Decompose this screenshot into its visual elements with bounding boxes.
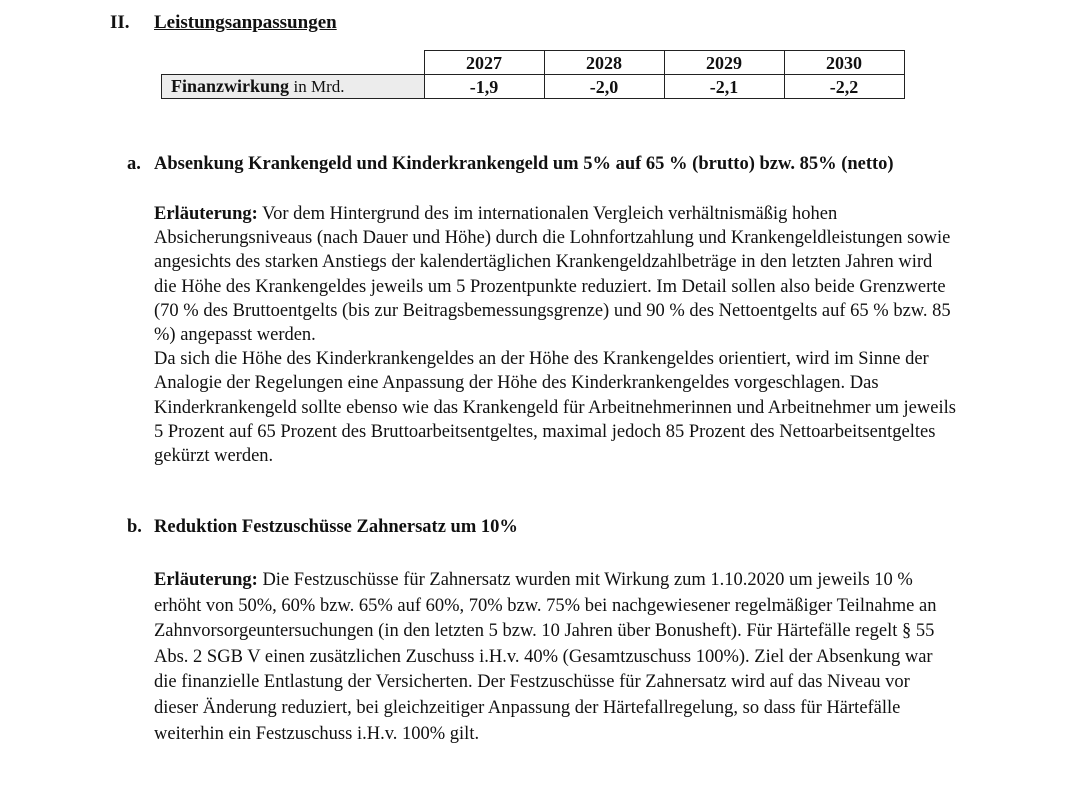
table-value-2027: -1,9 bbox=[424, 75, 544, 99]
subsection-b-title: Reduktion Festzuschüsse Zahnersatz um 10% bbox=[154, 517, 518, 537]
table-row bbox=[162, 75, 905, 99]
paragraph-text: Vor dem Hintergrund des im internationalen Vergleich verhältnismäßig hohen Absicherungsniveaus (nach Dauer und Höhe) durch die Lohnfortzahlung und Krankengeldleistungen sowie angesichts des starken Anstiegs der kalendertäglichen Krankengeldzahlbeträge in den letzten Jahren wird die Höhe des Krankengeldes jeweils um 5 Prozentpunkte reduziert. Im Detail sollen also beide Grenzwerte (70 % des Bruttoentgelts (bis zur Beitragsbemessungsgrenze) und 90 % des Nettoentgelts auf 65 % bzw. 85 %) angepasst werden. bbox=[154, 204, 951, 346]
subsection-a-paragraph-2: Da sich die Höhe des Kinderkrankengeldes an der Höhe des Krankengeldes orientiert, wird im Sinne der Analogie der Regelungen eine Anpassung der Höhe des Kinderkrankengeldes vorgeschlagen. Das Kinderkrankengeld sollte ebenso wie das Krankengeld für Arbeitnehmerinnen und Arbeitnehmer um jeweils 5 Prozent auf 65 Prozent des Bruttoarbeitsentgeltes, maximal jedoch 85 Prozent des Nettoarbeitsentgeltes gekürzt werden. bbox=[154, 349, 956, 467]
row-label-text: Finanzwirkung bbox=[171, 76, 290, 96]
table-value-2030: -2,2 bbox=[784, 75, 904, 99]
table-corner-cell bbox=[162, 51, 425, 75]
table-row-label bbox=[162, 75, 425, 99]
subsection-a-heading bbox=[127, 152, 957, 176]
subsection-a-body bbox=[154, 202, 957, 468]
table-year-2028: 2028 bbox=[544, 51, 664, 75]
subsection-b-heading bbox=[127, 515, 957, 539]
subsection-a bbox=[127, 152, 957, 468]
subsection-a-paragraph-1 bbox=[154, 202, 957, 347]
table-year-2030: 2030 bbox=[784, 51, 904, 75]
subsection-a-title: Absenkung Krankengeld und Kinderkrankengeld um 5% auf 65 % (brutto) bzw. 85% (netto) bbox=[154, 154, 894, 174]
subsection-b-body bbox=[154, 568, 957, 747]
table-value-2028: -2,0 bbox=[544, 75, 664, 99]
section-heading bbox=[110, 11, 337, 35]
paragraph-text: Die Festzuschüsse für Zahnersatz wurden mit Wirkung zum 1.10.2020 um jeweils 10 % erhöht von 50%, 60% bzw. 65% auf 60%, 70% bzw. 75% bei nachgewiesener regelmäßiger Teilnahme an Zahnvorsorgeuntersuchungen (in den letzten 5 bzw. 10 Jahren über Bonusheft). Für Härtefälle regelt § 55 Abs. 2 SGB V einen zusätzlichen Zuschuss i.H.v. 40% (Gesamtzuschuss 100%). Ziel der Absenkung war die finanzielle Entlastung der Versicherten. Der Festzuschüsse für Zahnersatz wird auf das Niveau vor dieser Änderung reduziert, bei gleichzeitiger Anpassung der Härtefallregelung, so dass für Härtefälle weiterhin ein Festzuschuss i.H.v. 100% gilt. bbox=[154, 570, 937, 744]
section-title: Leistungsanpassungen bbox=[154, 12, 337, 33]
table-year-2029: 2029 bbox=[664, 51, 784, 75]
subsection-b-letter: b. bbox=[127, 517, 142, 537]
section-number: II. bbox=[110, 12, 130, 33]
subsection-b bbox=[127, 515, 957, 747]
explanation-label: Erläuterung: bbox=[154, 570, 258, 590]
subsection-b-paragraph-1 bbox=[154, 568, 957, 747]
table-value-2029: -2,1 bbox=[664, 75, 784, 99]
row-unit-text: in Mrd. bbox=[293, 77, 345, 96]
financial-impact-table bbox=[161, 50, 905, 99]
subsection-a-letter: a. bbox=[127, 154, 141, 174]
table-header-row bbox=[162, 51, 905, 75]
table-year-2027: 2027 bbox=[424, 51, 544, 75]
explanation-label: Erläuterung: bbox=[154, 204, 258, 224]
